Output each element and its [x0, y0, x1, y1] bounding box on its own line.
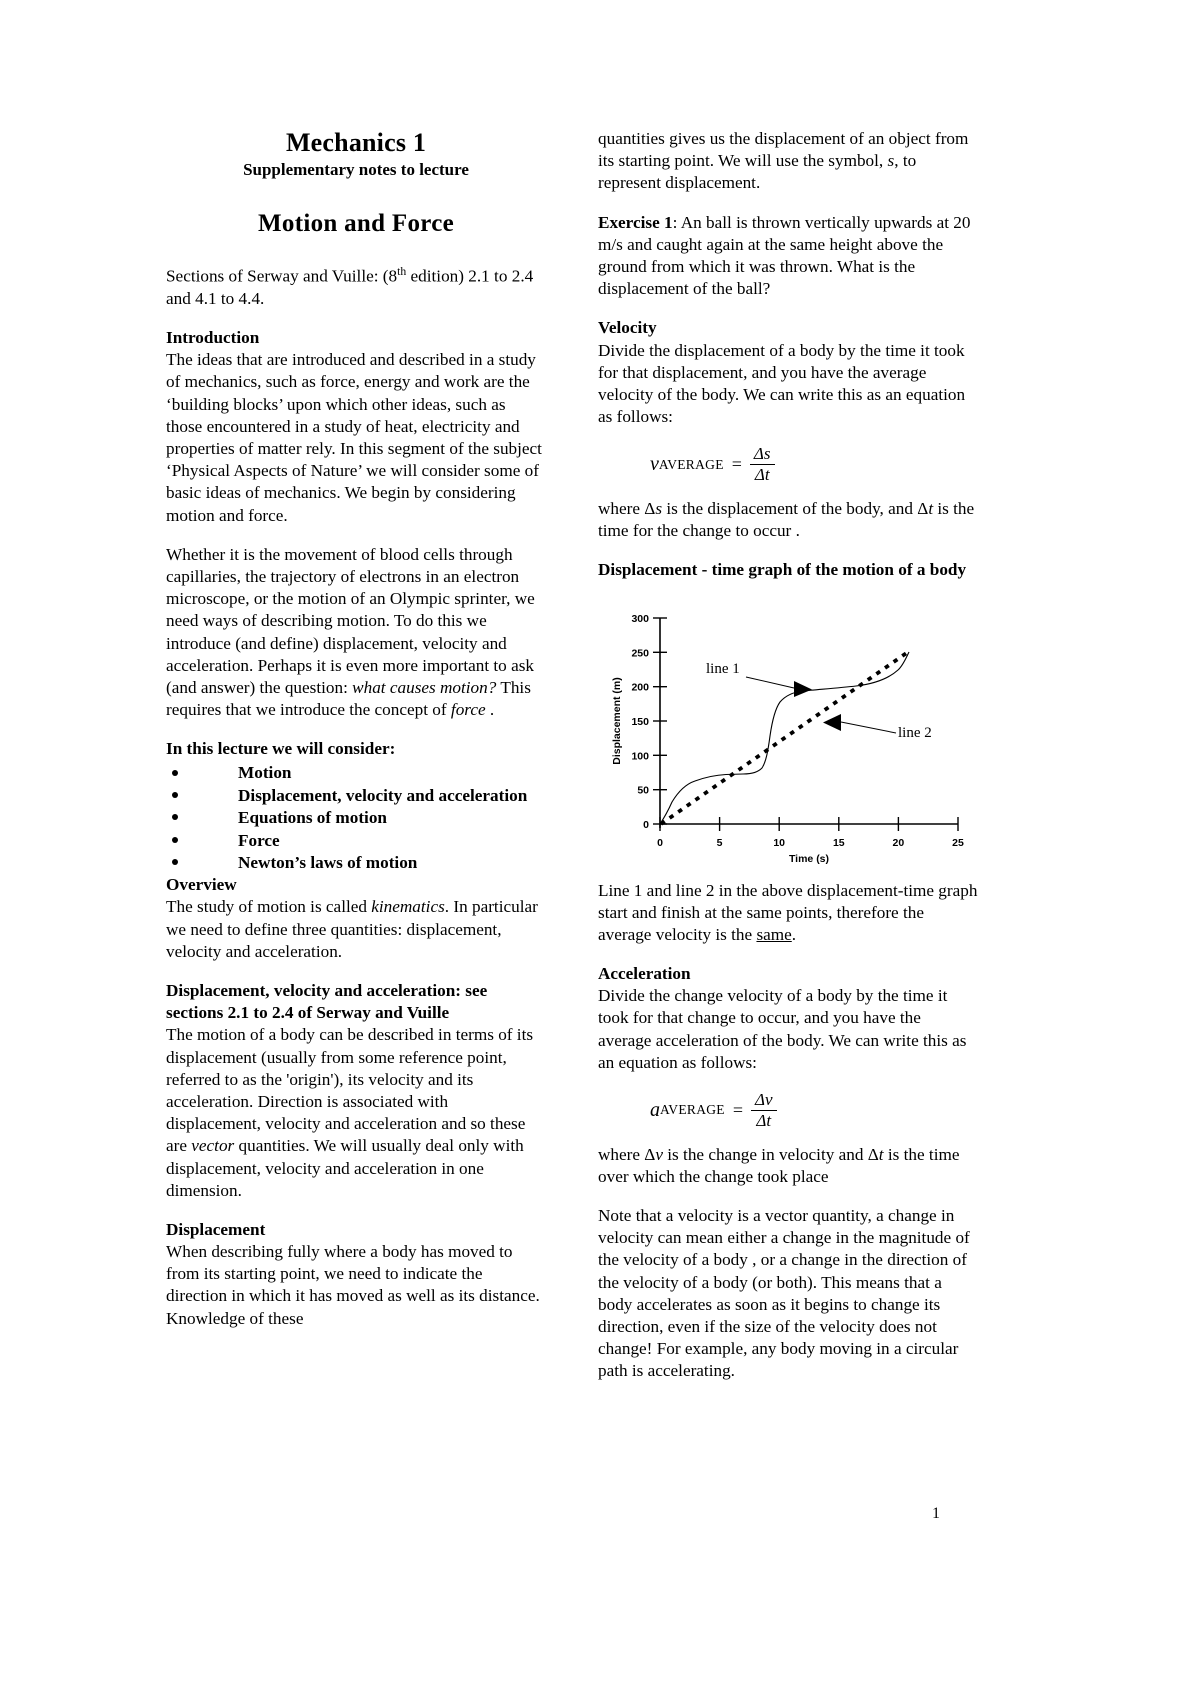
svg-text:line 2: line 2	[898, 724, 932, 741]
page-subtitle: Supplementary notes to lecture	[243, 160, 469, 179]
graph-note-paragraph	[598, 880, 978, 947]
velocity-where-part3: is the time for the change to occur .	[598, 498, 975, 541]
velocity-where-part2: is the displacement of the body, and Δ	[662, 498, 929, 518]
heading-velocity: Velocity	[598, 318, 657, 338]
accel-where-italic-v: v	[655, 1144, 663, 1164]
heading-lecture-contents: In this lecture we will consider:	[166, 739, 396, 759]
heading-displacement: Displacement	[166, 1219, 266, 1239]
dva-part2: quantities. We will usually deal only with displacement, velocity and acceleration in one dimension.	[166, 1136, 524, 1200]
list-item-label: Force	[238, 830, 280, 850]
list-item	[166, 830, 546, 852]
chart-x-ticks	[657, 817, 964, 849]
accel-where-italic-t: t	[878, 1144, 884, 1164]
overview-part2: . In particular we need to define three quantities: displacement, velocity and acceleration.	[166, 897, 538, 961]
sections-reference-superscript: th	[397, 265, 407, 278]
dva-part1: The motion of a body can be described in terms of its displacement (usually from some reference point, referred to as the 'origin'), its velocity and its acceleration. Direction is associated with displacement, velocity and acceleration and so these are	[166, 1025, 534, 1156]
velocity-paragraph: Divide the displacement of a body by the time it took for that displacement, and you have the average velocity of the body. We can write this as an equation as follows:	[598, 340, 966, 427]
right-column	[598, 128, 978, 1383]
acceleration-where-paragraph	[598, 1144, 978, 1188]
exercise-text: : An ball is thrown vertically upwards at 20 m/s and caught again at the same height above the ground from which it was thrown. What is the displacement of the ball?	[598, 212, 971, 299]
list-item	[166, 852, 546, 874]
intro-p2-part1: Whether it is the movement of blood cells through capillaries, the trajectory of electrons in an electron microscope, or the motion of an Olympic sprinter, we need ways of describing motion. To do this we introduce (and define) displacement, velocity and acceleration. Perhaps it is even more important to ask (and answer) the question:	[166, 544, 535, 697]
list-item-label: Motion	[238, 763, 292, 783]
chart-xlabel: Time (s)	[788, 852, 830, 864]
acceleration-equation-equals: =	[732, 1099, 744, 1120]
svg-text:10: 10	[773, 836, 786, 849]
list-item-label: Newton’s laws of motion	[238, 852, 418, 872]
svg-text:25: 25	[952, 836, 964, 849]
velocity-where-italic-t: t	[928, 498, 934, 518]
acceleration-equation-numerator: Δv	[751, 1091, 777, 1111]
graph-note-part2: .	[791, 924, 797, 944]
heading-overview: Overview	[166, 875, 237, 895]
velocity-equation-subscript: AVERAGE	[658, 456, 724, 472]
graph-note-underlined-same: same	[756, 924, 792, 944]
acceleration-paragraph: Divide the change velocity of a body by the time it took for that change to occur, and you have the average acceleration of the body. We can write this as an equation as follows:	[598, 986, 967, 1072]
velocity-equation-fraction	[750, 445, 775, 484]
svg-text:200: 200	[631, 681, 649, 694]
overview-paragraph	[166, 896, 546, 963]
accel-where-part3: is the time over which the change took place	[598, 1144, 960, 1186]
page-title: Mechanics 1	[285, 128, 427, 157]
bullet-icon	[172, 792, 178, 798]
accel-where-part1: where Δ	[598, 1144, 656, 1164]
bullet-icon	[172, 770, 178, 776]
two-column-layout	[166, 128, 978, 1383]
velocity-where-italic-s: s	[655, 498, 663, 518]
svg-text:5: 5	[716, 836, 723, 849]
sections-reference	[166, 264, 546, 310]
intro-p2-part3: .	[485, 700, 495, 720]
page-title-secondary: Motion and Force	[258, 210, 454, 237]
continuation-part1: quantities gives us the displacement of an object from its starting point. We will use the symbol,	[598, 129, 969, 171]
introduction-paragraph-1: The ideas that are introduced and described in a study of mechanics, such as force, energy and work are the ‘building blocks’ upon which other ideas, such as those encountered in a study of heat, electricity and properties of matter rely. In this segment of the subject ‘Physical Aspects of Nature’ we will consider some of basic ideas of mechanics. We begin by considering motion and force.	[166, 350, 542, 525]
list-item	[166, 807, 546, 829]
heading-acceleration: Acceleration	[598, 964, 691, 984]
svg-text:150: 150	[631, 715, 649, 728]
chart-series-line-2	[661, 652, 908, 824]
velocity-where-part1: where Δ	[598, 498, 656, 518]
chart-annotation-line-2	[823, 714, 932, 741]
list-item-label: Displacement, velocity and acceleration	[238, 785, 528, 805]
svg-text:20: 20	[892, 836, 905, 849]
overview-italic-kinematics: kinematics	[371, 897, 445, 917]
bullet-icon	[172, 859, 178, 865]
continuation-italic-s: s	[887, 151, 895, 171]
overview-part1: The study of motion is called	[166, 897, 372, 917]
svg-text:300: 300	[631, 612, 649, 625]
sections-reference-part1: Sections of Serway and Vuille: (8	[166, 266, 398, 286]
svg-text:15: 15	[832, 836, 845, 849]
velocity-equation-numerator: Δs	[750, 445, 775, 465]
chart-annotation-line-1	[706, 661, 812, 697]
svg-text:250: 250	[631, 646, 649, 659]
intro-p2-italic-force: force	[450, 700, 486, 720]
introduction-paragraph-2	[166, 544, 546, 722]
page-number: 1	[932, 1505, 940, 1522]
exercise-label: Exercise 1	[598, 212, 673, 232]
svg-text:100: 100	[631, 749, 649, 762]
velocity-equation	[598, 445, 978, 484]
continuation-part2: , to represent displacement.	[598, 151, 917, 193]
bullet-icon	[172, 837, 178, 843]
dva-paragraph	[166, 1024, 546, 1202]
bullet-icon	[172, 814, 178, 820]
chart-ylabel: Displacement (m)	[611, 676, 623, 765]
lecture-topics-list	[166, 762, 546, 874]
list-item	[166, 785, 546, 807]
acceleration-equation-variable: a	[650, 1098, 660, 1121]
continuation-paragraph	[598, 128, 978, 195]
intro-p2-italic-question: what causes motion?	[352, 677, 497, 697]
chart-svg	[598, 596, 978, 864]
chart-y-ticks	[631, 613, 667, 831]
intro-p2-part2: This requires that we introduce the concept of	[166, 677, 531, 720]
vector-note-paragraph: Note that a velocity is a vector quantity, a change in velocity can mean either a change in the magnitude of the velocity of a body , or a change in the direction of the velocity of a body (or both). This means that a body accelerates as soon as it begins to change its direction, even if the size of the velocity does not change! For example, any body moving in a circular path is accelerating.	[598, 1206, 970, 1381]
sections-reference-part2: edition) 2.1 to 2.4 and 4.1 to 4.4.	[166, 266, 534, 308]
heading-introduction: Introduction	[166, 328, 260, 348]
velocity-where-paragraph	[598, 498, 978, 542]
graph-note-part1: Line 1 and line 2 in the above displacement-time graph start and finish at the same points, therefore the average velocity is the	[598, 880, 978, 944]
acceleration-equation-fraction	[751, 1091, 777, 1130]
acceleration-equation	[598, 1091, 978, 1130]
heading-displacement-time-graph: Displacement - time graph of the motion of a body	[598, 560, 967, 580]
svg-text:line 1: line 1	[706, 660, 740, 677]
list-item-label: Equations of motion	[238, 808, 387, 828]
acceleration-equation-denominator: Δt	[756, 1110, 772, 1130]
velocity-equation-variable: v	[650, 453, 659, 476]
displacement-time-chart	[598, 596, 978, 864]
svg-text:50: 50	[637, 784, 649, 797]
displacement-paragraph: When describing fully where a body has moved to from its starting point, we need to indicate the direction in which it has moved as well as its distance. Knowledge of these	[166, 1242, 540, 1328]
dva-italic-vector: vector	[191, 1136, 235, 1156]
svg-text:0: 0	[643, 818, 649, 831]
heading-displacement-velocity-acceleration: Displacement, velocity and acceleration: see sections 2.1 to 2.4 of Serway and Vuille	[166, 981, 488, 1023]
velocity-equation-denominator: Δt	[754, 465, 770, 485]
left-column	[166, 128, 546, 1383]
accel-where-part2: is the change in velocity and Δ	[662, 1144, 879, 1164]
velocity-equation-equals: =	[731, 454, 742, 475]
svg-text:0: 0	[657, 836, 663, 849]
acceleration-equation-subscript: AVERAGE	[660, 1102, 725, 1118]
list-item	[166, 762, 546, 784]
exercise-paragraph	[598, 212, 978, 301]
